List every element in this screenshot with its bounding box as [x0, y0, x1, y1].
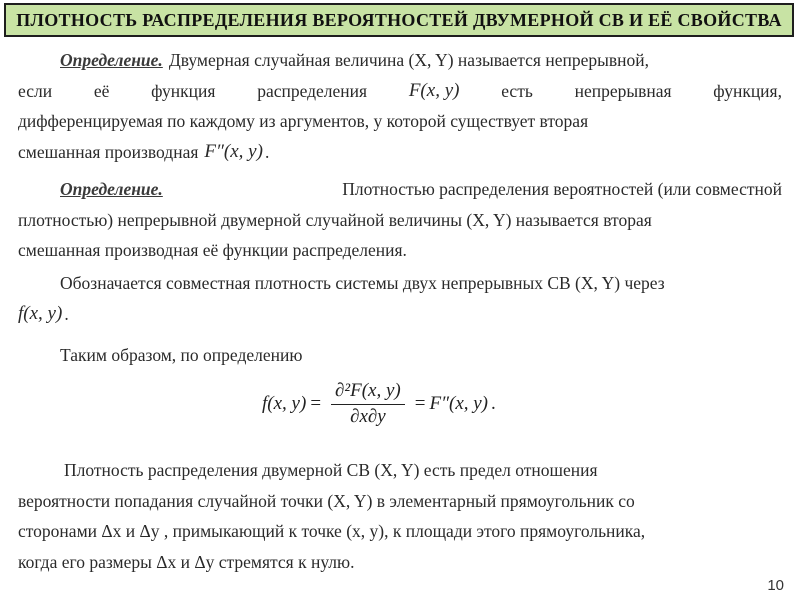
definition-2 [18, 174, 782, 266]
slide-title-bar [4, 3, 794, 37]
page-number: 10 [767, 577, 784, 594]
notation-line-2-end: . [64, 303, 69, 324]
limit-line-4-text: когда его размеры Δx и Δy стремятся к нулю. [18, 551, 355, 572]
def1-word: непрерывная [574, 80, 672, 101]
limit-line-3-text: сторонами Δx и Δy , примыкающий к точке (x, y), к площади этого прямоугольника, [18, 521, 646, 541]
def1-line-3 [18, 106, 782, 137]
limit-line-1 [18, 455, 784, 486]
def1-line-3-text: дифференцируемая по каждому из аргументов, у которой существует вторая [18, 111, 589, 131]
density-formula: f(x, y) [18, 302, 63, 324]
notation-paragraph [18, 268, 782, 329]
thus-paragraph [60, 340, 782, 371]
formula-numerator: ∂²F(x, y) [331, 380, 405, 405]
formula-fraction [331, 380, 405, 428]
def2-line-1-text: Плотностью распределения вероятностей (или совместной [342, 179, 782, 199]
formula-end: . [491, 393, 496, 414]
thus-text: Таким образом, по определению [60, 345, 303, 365]
def1-line-1 [60, 45, 782, 76]
def2-term: Определение. [60, 179, 163, 199]
limit-line-3 [18, 516, 784, 547]
limit-line-1-text: Плотность распределения двумерной СВ (X, Y) есть предел отношения [64, 460, 598, 480]
formula-rhs: F″(x, y) [429, 393, 489, 414]
formula-equals-2: = [414, 393, 426, 414]
def1-word: если [18, 80, 53, 101]
def2-line-2-text: плотностью) непрерывной двумерной случайной величины (X, Y) называется вторая [18, 209, 652, 230]
notation-line-1-text: Обозначается совместная плотность системы двух непрерывных СВ (X, Y) через [60, 273, 665, 293]
formula-denominator: ∂x∂y [350, 406, 386, 427]
def1-line-1-text: Двумерная случайная величина (X, Y) называется непрерывной, [168, 50, 649, 70]
def1-word: функция, [713, 80, 782, 101]
slide-title: ПЛОТНОСТЬ РАСПРЕДЕЛЕНИЯ ВЕРОЯТНОСТЕЙ ДВУМЕРНОЙ СВ И ЕЁ СВОЙСТВА [16, 9, 782, 30]
def1-word: распределения [257, 80, 368, 101]
def1-word: функция [151, 80, 216, 101]
thus-line [60, 340, 782, 371]
formula-equals-1: = [310, 393, 322, 414]
def1-term: Определение. [60, 50, 163, 70]
def1-line-4-end: . [264, 141, 270, 162]
limit-line-2 [18, 486, 784, 517]
def2-line-1 [60, 174, 782, 205]
density-definition-formula [262, 380, 496, 428]
limit-line-2-text: вероятности попадания случайной точки (X, Y) в элементарный прямоугольник со [18, 490, 635, 511]
definition-1 [18, 45, 782, 167]
def2-line-2 [18, 205, 782, 236]
def2-line-3 [18, 235, 782, 266]
def1-line-2 [18, 76, 782, 107]
def1-line-4-text: смешанная производная [18, 141, 199, 162]
notation-line-2 [18, 299, 782, 330]
def1-word: есть [501, 80, 533, 101]
def1-line-4 [18, 137, 782, 168]
limit-paragraph [18, 455, 784, 577]
mixed-derivative-formula: F″(x, y) [204, 140, 263, 162]
limit-line-4 [18, 547, 784, 578]
def1-word: её [93, 80, 110, 101]
formula-lhs: f(x, y) [262, 393, 307, 414]
def2-line-3-text: смешанная производная её функции распределения. [18, 240, 407, 260]
distribution-function-formula: F(x, y) [408, 79, 460, 101]
notation-line-1 [60, 268, 782, 299]
